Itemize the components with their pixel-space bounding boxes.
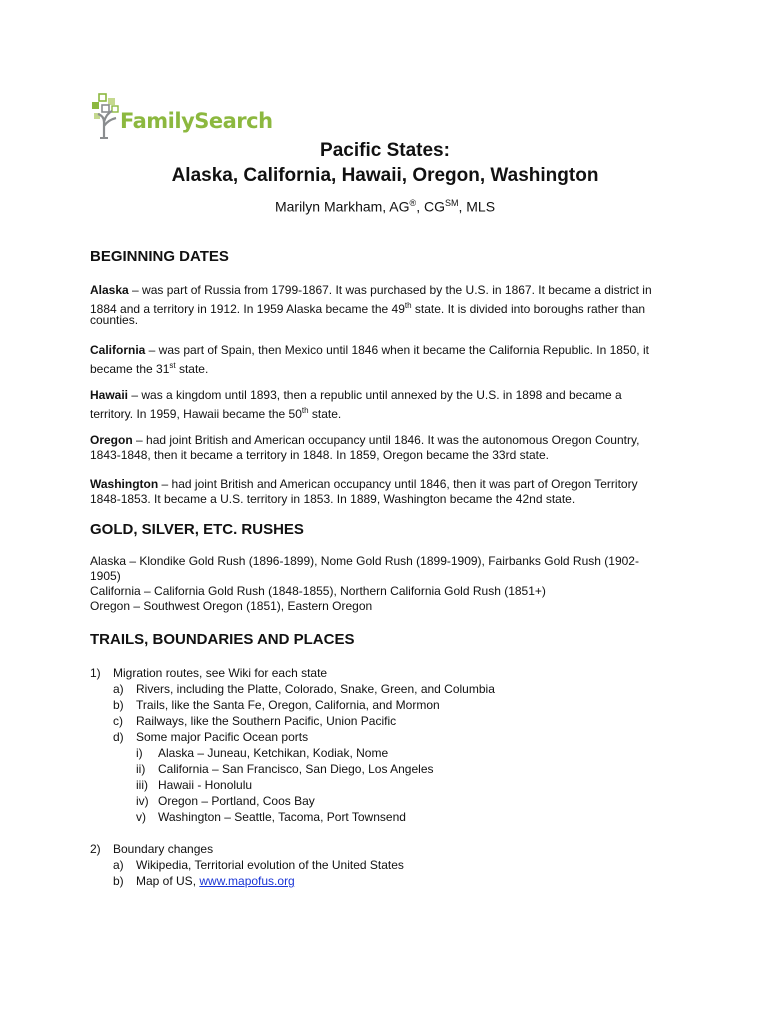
alaska-line2: 1884 and a territory in 1912. In 1959 Alaska became the 49th state. It is divided into boroughs rather than bbox=[90, 301, 646, 316]
port-washington: Washington – Seattle, Tacoma, Port Townsend bbox=[158, 810, 406, 824]
logo-wordmark: FamilySearch bbox=[120, 109, 273, 133]
list-letter: b) bbox=[113, 698, 124, 712]
oregon-line1: Oregon – had joint British and American occupancy until 1846. It was the autonomous Oregon Country, bbox=[90, 433, 640, 447]
list-number: 2) bbox=[90, 842, 101, 856]
port-hawaii: Hawaii - Honolulu bbox=[158, 778, 253, 792]
list-roman: ii) bbox=[136, 762, 146, 776]
list-item-migration-routes: Migration routes, see Wiki for each state bbox=[113, 666, 328, 680]
hawaii-line2: territory. In 1959, Hawaii became the 50th state. bbox=[90, 406, 342, 421]
list-item-railways: Railways, like the Southern Pacific, Union Pacific bbox=[136, 714, 397, 728]
rushes-line3: California – California Gold Rush (1848-1855), Northern California Gold Rush (1851+) bbox=[90, 584, 546, 598]
author-line: Marilyn Markham, AG®, CG℠, MLS bbox=[274, 198, 496, 215]
hawaii-line1: Hawaii – was a kingdom until 1893, then a republic until annexed by the U.S. in 1898 and became a bbox=[90, 388, 622, 402]
list-roman: v) bbox=[136, 810, 146, 824]
page-title-line1: Pacific States: bbox=[320, 140, 450, 161]
rushes-line4: Oregon – Southwest Oregon (1851), Eastern Oregon bbox=[90, 599, 373, 613]
alaska-line1: Alaska – was part of Russia from 1799-1867. It was purchased by the U.S. in 1867. It became a district in bbox=[90, 283, 652, 297]
rushes-line2: 1905) bbox=[90, 569, 121, 583]
washington-line2: 1848-1853. It became a U.S. territory in 1853. In 1889, Washington became the 42nd state. bbox=[90, 492, 576, 506]
mapofus-link[interactable]: www.mapofus.org bbox=[199, 874, 295, 888]
list-roman: i) bbox=[136, 746, 143, 760]
list-item-boundary-changes: Boundary changes bbox=[113, 842, 214, 856]
rushes-line1: Alaska – Klondike Gold Rush (1896-1899), Nome Gold Rush (1899-1909), Fairbanks Gold Rush (1902- bbox=[90, 554, 639, 568]
list-letter: b) bbox=[113, 874, 124, 888]
list-letter: a) bbox=[113, 682, 124, 696]
family-tree-icon bbox=[90, 92, 122, 140]
port-california: California – San Francisco, San Diego, Los Angeles bbox=[158, 762, 434, 776]
list-number: 1) bbox=[90, 666, 101, 680]
familysearch-logo bbox=[90, 92, 273, 140]
list-letter: d) bbox=[113, 730, 124, 744]
list-roman: iii) bbox=[136, 778, 148, 792]
page-title-line2: Alaska, California, Hawaii, Oregon, Washington bbox=[171, 165, 599, 186]
section-heading-rushes: GOLD, SILVER, ETC. RUSHES bbox=[90, 521, 304, 538]
list-item-wikipedia: Wikipedia, Territorial evolution of the United States bbox=[136, 858, 404, 872]
list-roman: iv) bbox=[136, 794, 149, 808]
list-item-map-of-us: Map of US, www.mapofus.org bbox=[136, 874, 295, 888]
section-heading-trails: TRAILS, BOUNDARIES AND PLACES bbox=[90, 631, 355, 648]
washington-line1: Washington – had joint British and American occupancy until 1846, then it was part of Oregon Territory bbox=[90, 477, 638, 491]
port-oregon: Oregon – Portland, Coos Bay bbox=[158, 794, 315, 808]
california-line1: California – was part of Spain, then Mexico until 1846 when it became the California Republic. In 1850, it bbox=[90, 343, 649, 357]
port-alaska: Alaska – Juneau, Ketchikan, Kodiak, Nome bbox=[158, 746, 389, 760]
list-item-trails: Trails, like the Santa Fe, Oregon, California, and Mormon bbox=[136, 698, 440, 712]
list-letter: a) bbox=[113, 858, 124, 872]
oregon-line2: 1843-1848, then it became a territory in 1848. In 1859, Oregon became the 33rd state. bbox=[90, 448, 549, 462]
section-heading-beginning-dates: BEGINNING DATES bbox=[90, 248, 229, 265]
alaska-line3: counties. bbox=[90, 313, 139, 327]
list-item-rivers: Rivers, including the Platte, Colorado, Snake, Green, and Columbia bbox=[136, 682, 495, 696]
list-item-ports: Some major Pacific Ocean ports bbox=[136, 730, 309, 744]
california-line2: became the 31st state. bbox=[90, 361, 209, 376]
list-letter: c) bbox=[113, 714, 123, 728]
